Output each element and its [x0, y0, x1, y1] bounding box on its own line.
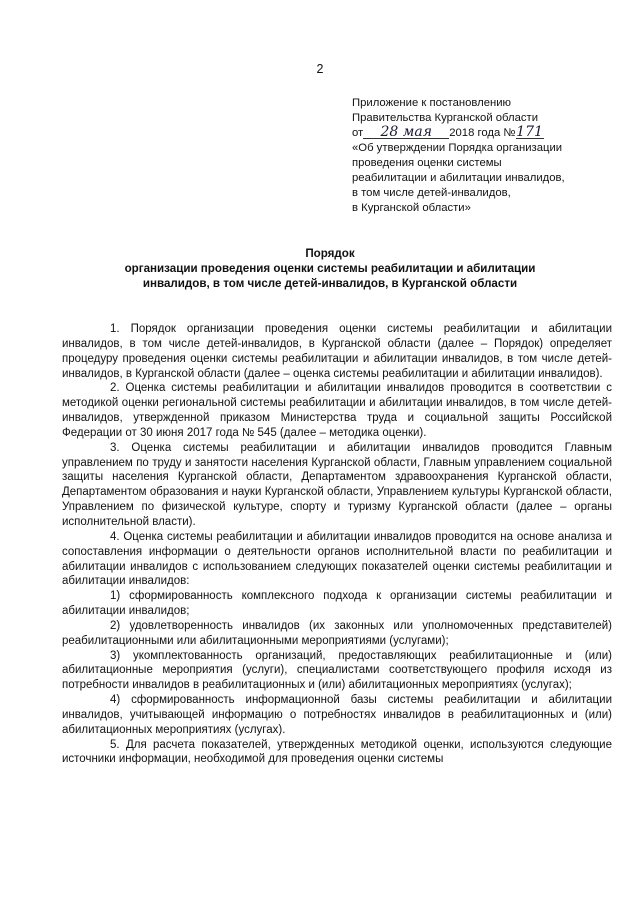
document-body [62, 322, 612, 767]
date-suffix: 2018 года № [449, 127, 516, 139]
appendix-line: реабилитации и абилитации инвалидов, [352, 172, 565, 184]
handwritten-date: 28 мая [363, 126, 449, 139]
paragraph: 2. Оценка системы реабилитации и абилитации инвалидов проводится в соответствии с методикой оценки региональной системы реабилитации и абилитации инвалидов, в том числе детей-инвалидов, утвержденной приказом Министерства труда и социальной защиты Российской Федерации от 30 июня 2017 года № 545 (далее – методика оценки). [62, 382, 612, 439]
document-title [80, 246, 580, 291]
appendix-block [352, 96, 622, 216]
paragraph: 1. Порядок организации проведения оценки системы реабилитации и абилитации инвалидов, в том числе детей-инвалидов, в Курганской области (далее – Порядок) определяет процедуру проведения оценки системы реабилитации и абилитации инвалидов, в том числе детей-инвалидов, в Курганской области (далее – оценка системы реабилитации и абилитации инвалидов). [62, 323, 612, 380]
title-line: Порядок [305, 247, 355, 260]
appendix-line: проведения оценки системы [352, 157, 502, 169]
appendix-line: Приложение к постановлению [352, 97, 512, 109]
paragraph: 3) укомплектованность организаций, предоставляющих реабилитационные и (или) абилитационные мероприятия (услуги), специалистами соответствующего профиля исходя из потребности инвалидов в реабилитационных и (или) абилитационных мероприятиях (услугах); [62, 649, 612, 692]
date-prefix: от [352, 127, 364, 139]
paragraph: 2) удовлетворенность инвалидов (их законных или уполномоченных представителей) реабилитационными или абилитационными мероприятиями (услугами); [62, 619, 612, 647]
page-number: 2 [316, 62, 324, 76]
title-line: инвалидов, в том числе детей-инвалидов, в Курганской области [142, 277, 518, 290]
paragraph: 3. Оценка системы реабилитации и абилитации инвалидов проводится Главным управлением по труду и занятости населения Курганской области, Главным управлением социальной защиты населения Курганской области, Департаментом здравоохранения Курганской области, Департаментом образования и науки Курганской области, Управлением культуры Курганской области, Управлением по физической культуре, спорту и туризму Курганской области (далее – органы исполнительной власти). [62, 441, 612, 528]
paragraph: 4) сформированность информационной базы системы реабилитации и абилитации инвалидов, учитывающей информацию о потребностях инвалидов в реабилитационных и (или) абилитационных мероприятиях (услугах). [62, 694, 612, 736]
paragraph: 5. Для расчета показателей, утвержденных методикой оценки, используются следующие источники информации, необходимой для проведения оценки системы [62, 738, 612, 766]
appendix-line: Правительства Курганской области [352, 112, 539, 124]
paragraph: 1) сформированность комплексного подхода к организации системы реабилитации и абилитации инвалидов; [62, 590, 612, 618]
appendix-line: «Об утверждении Порядка организации [352, 142, 563, 154]
paragraph: 4. Оценка системы реабилитации и абилитации инвалидов проводится на основе анализа и сопоставления информации о деятельности органов исполнительной власти по реабилитации и абилитации инвалидов с использованием следующих показателей оценки системы реабилитации и абилитации инвалидов: [62, 530, 612, 588]
appendix-line: в Курганской области» [352, 202, 471, 214]
appendix-date-line [352, 126, 622, 141]
appendix-line: в том числе детей-инвалидов, [352, 187, 511, 199]
handwritten-number: 171 [516, 124, 543, 140]
title-line: организации проведения оценки системы реабилитации и абилитации [124, 262, 536, 275]
